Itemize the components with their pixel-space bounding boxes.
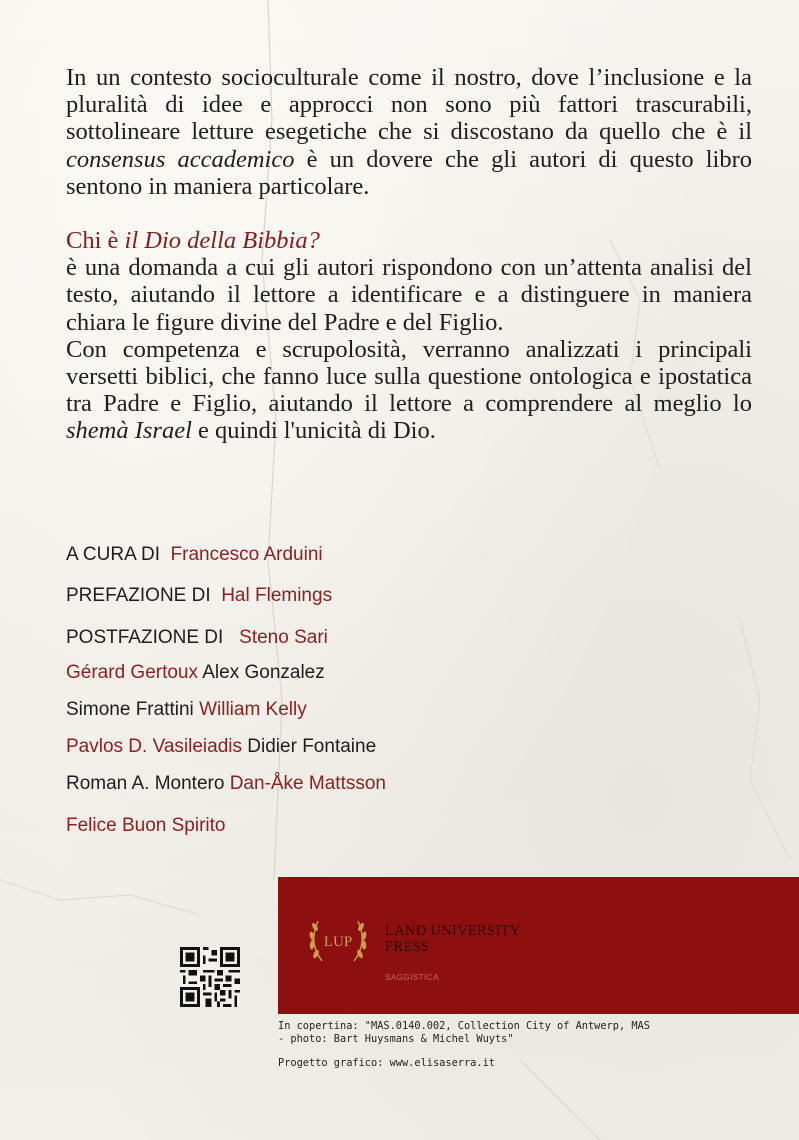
- author-name: Felice Buon Spirito: [66, 815, 226, 836]
- intro-text-end: è un dovere che gli autori di questo libro sentono in maniera particolare.: [66, 145, 752, 200]
- answer-paragraph: è una domanda a cui gli autori rispondono con un’attenta analisi del testo, aiutando il lettore a identificare e a distinguere in maniera chiara le figure divine del Padre e del Figlio.: [66, 254, 752, 336]
- author-name: Didier Fontaine: [247, 736, 377, 757]
- author-name: Pavlos D. Vasileiadis: [66, 736, 243, 757]
- colophon: [278, 1020, 748, 1070]
- authors-line-1: [66, 662, 325, 684]
- authors-line-2: [66, 699, 307, 721]
- analysis-paragraph: [66, 336, 752, 445]
- publisher-name-line2: PRESS: [385, 939, 430, 955]
- publisher-banner: [278, 877, 799, 1014]
- question-start: Chi è: [66, 227, 125, 255]
- analysis-text: Con competenza e scrupolosità, verranno analizzati i principali versetti biblici, che fanno luce sulla questione ontologica e ipostatica tra Padre e Figlio, aiutando il lettore a comprendere al meglio lo: [66, 335, 752, 418]
- cover-credit-line2: - photo: Bart Huysmans & Michel Wuyts": [278, 1033, 514, 1045]
- prefazione-line: [66, 585, 332, 607]
- author-name: Simone Frattini: [66, 699, 194, 720]
- publisher-name-line1: LAND UNIVERSITY: [385, 923, 521, 939]
- analysis-emphasis: shemà Israel: [66, 417, 192, 445]
- curatore-name: Francesco Arduini: [170, 544, 323, 565]
- postfazione-line: [66, 627, 328, 649]
- question-heading: [66, 227, 752, 254]
- intro-text: In un contesto socioculturale come il nostro, dove l’inclusione e la pluralità di idee e approcci non sono più fattori trascurabili, sottolineare letture esegetiche che si discostano da quello che è il: [66, 64, 752, 146]
- authors-line-4: [66, 773, 386, 795]
- question-emphasis: il Dio della Bibbia?: [124, 227, 320, 255]
- authors-line-3: [66, 736, 376, 758]
- author-name: William Kelly: [199, 699, 307, 720]
- back-cover-blurb: [66, 64, 752, 445]
- authors-line-5: [66, 815, 225, 837]
- postfazione-label: POSTFAZIONE DI: [66, 627, 224, 648]
- author-name: Dan-Åke Mattsson: [229, 773, 386, 794]
- postfazione-name: Steno Sari: [239, 627, 328, 648]
- prefazione-label: PREFAZIONE DI: [66, 585, 211, 606]
- intro-emphasis: consensus accademico: [66, 145, 295, 173]
- curatore-label: A CURA DI: [66, 544, 160, 565]
- laurel-wreath-icon: [302, 913, 374, 967]
- publisher-logo-text: LUP: [323, 934, 353, 950]
- intro-paragraph: [66, 64, 752, 200]
- design-credit: Progetto grafico: www.elisaserra.it: [278, 1057, 495, 1069]
- publisher-series: SAGGISTICA: [385, 973, 439, 982]
- author-name: Roman A. Montero: [66, 773, 225, 794]
- author-name: Alex Gonzalez: [202, 662, 325, 683]
- author-name: Gérard Gertoux: [66, 662, 198, 683]
- publisher-name: [385, 923, 585, 955]
- analysis-text-end: e quindi l'unicità di Dio.: [191, 417, 436, 445]
- qr-code-icon[interactable]: [180, 947, 240, 1007]
- curatore-line: [66, 544, 323, 566]
- prefazione-name: Hal Flemings: [221, 585, 333, 606]
- cover-credit-line1: In copertina: "MAS.0140.002, Collection City of Antwerp, MAS: [278, 1020, 650, 1032]
